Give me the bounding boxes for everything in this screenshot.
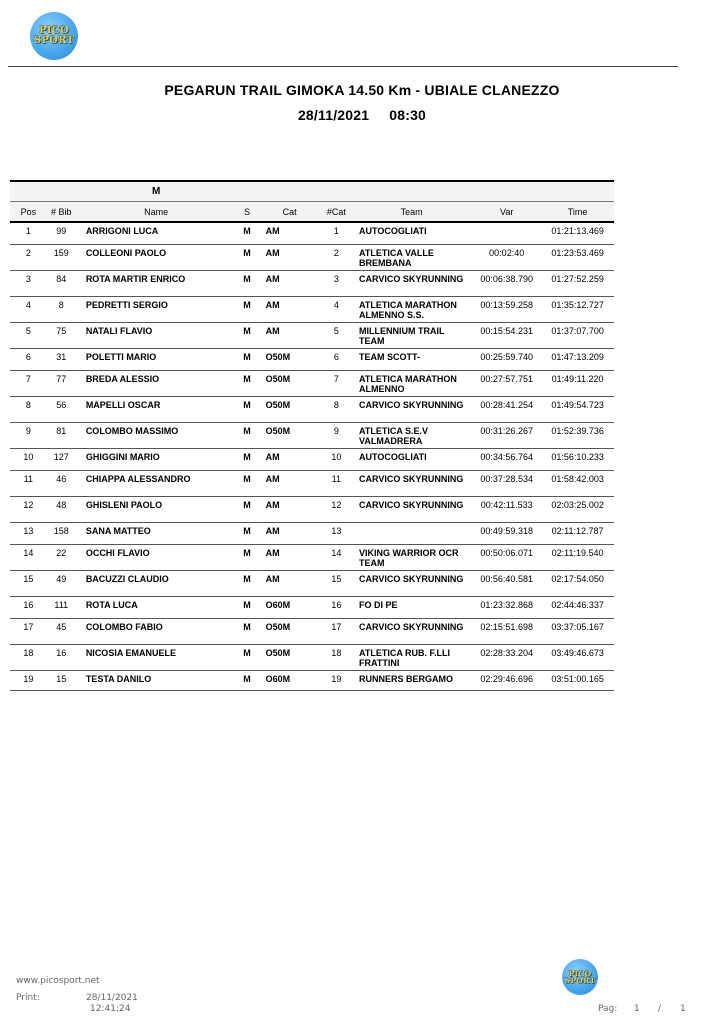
cell-var — [472, 222, 541, 244]
cell-team: ATLETICA MARATHON ALMENNO S.S. — [351, 296, 472, 322]
cell-time: 02:11:12.787 — [541, 522, 614, 544]
cell-name: GHISLENI PAOLO — [76, 496, 237, 522]
results-table — [10, 180, 614, 691]
cell-pos: 17 — [10, 618, 47, 644]
cell-ncat: 7 — [322, 370, 351, 396]
cell-bib: 31 — [47, 348, 76, 370]
cell-time: 01:52:39.736 — [541, 422, 614, 448]
cell-bib: 48 — [47, 496, 76, 522]
cell-cat: O50M — [258, 348, 322, 370]
cell-bib: 8 — [47, 296, 76, 322]
picosport-logo — [30, 12, 78, 60]
cell-ncat: 17 — [322, 618, 351, 644]
footer-print-label: Print: — [16, 993, 40, 1003]
footer-page-total: 1 — [680, 1004, 686, 1014]
cell-var: 00:37:28.534 — [472, 470, 541, 496]
cell-sex: M — [236, 322, 257, 348]
cell-cat: AM — [258, 570, 322, 596]
cell-team: ATLETICA MARATHON ALMENNO — [351, 370, 472, 396]
cell-team: CARVICO SKYRUNNING — [351, 570, 472, 596]
cell-var: 00:15:54.231 — [472, 322, 541, 348]
cell-cat: O60M — [258, 596, 322, 618]
cell-bib: 158 — [47, 522, 76, 544]
cell-team: ATLETICA RUB. F.LLI FRATTINI — [351, 644, 472, 670]
cell-bib: 99 — [47, 222, 76, 244]
cell-name: PEDRETTI SERGIO — [76, 296, 237, 322]
logo-text-line2: SPORT — [33, 35, 75, 46]
cell-ncat: 6 — [322, 348, 351, 370]
cell-pos: 10 — [10, 448, 47, 470]
cell-name: COLLEONI PAOLO — [76, 244, 237, 270]
cell-bib: 127 — [47, 448, 76, 470]
race-date: 28/11/2021 — [297, 107, 370, 123]
footer-page-separator: / — [658, 1004, 662, 1014]
cell-bib: 16 — [47, 644, 76, 670]
cell-var: 00:13:59.258 — [472, 296, 541, 322]
cell-bib: 111 — [47, 596, 76, 618]
race-time: 08:30 — [389, 107, 427, 123]
footer-page-number: 1 — [634, 1004, 640, 1014]
cell-var: 02:29:46.696 — [472, 670, 541, 690]
cell-bib: 159 — [47, 244, 76, 270]
table-row — [10, 596, 614, 618]
cell-name: BACUZZI CLAUDIO — [76, 570, 237, 596]
table-row — [10, 396, 614, 422]
cell-sex: M — [236, 370, 257, 396]
cell-time: 01:27:52.259 — [541, 270, 614, 296]
cell-ncat: 1 — [322, 222, 351, 244]
cell-ncat: 19 — [322, 670, 351, 690]
cell-cat: AM — [258, 470, 322, 496]
cell-ncat: 5 — [322, 322, 351, 348]
cell-pos: 1 — [10, 222, 47, 244]
cell-time: 01:23:53.469 — [541, 244, 614, 270]
table-row — [10, 270, 614, 296]
cell-pos: 9 — [10, 422, 47, 448]
cell-var: 00:34:56.764 — [472, 448, 541, 470]
cell-bib: 49 — [47, 570, 76, 596]
footer-print-date: 28/11/2021 — [86, 993, 138, 1003]
cell-cat: O50M — [258, 422, 322, 448]
cell-var: 00:56:40.581 — [472, 570, 541, 596]
results-body — [10, 222, 614, 690]
cell-cat: AM — [258, 322, 322, 348]
cell-var: 00:27:57.751 — [472, 370, 541, 396]
cell-sex: M — [236, 522, 257, 544]
cell-ncat: 11 — [322, 470, 351, 496]
cell-pos: 14 — [10, 544, 47, 570]
cell-sex: M — [236, 596, 257, 618]
cell-time: 02:11:19.540 — [541, 544, 614, 570]
col-pos-header: Pos — [10, 202, 47, 223]
cell-var: 02:28:33.204 — [472, 644, 541, 670]
col-ncat-header: #Cat — [322, 202, 351, 223]
cell-cat: O50M — [258, 644, 322, 670]
cell-pos: 18 — [10, 644, 47, 670]
cell-cat: AM — [258, 222, 322, 244]
cell-time: 02:44:46.337 — [541, 596, 614, 618]
table-row — [10, 522, 614, 544]
footer-print-time: 12:41:24 — [90, 1004, 131, 1014]
cell-time: 01:49:11.220 — [541, 370, 614, 396]
cell-cat: AM — [258, 448, 322, 470]
col-sex-header: S — [236, 202, 257, 223]
cell-var: 00:31:26.267 — [472, 422, 541, 448]
footer-page-label: Pag: — [598, 1004, 618, 1014]
cell-cat: O50M — [258, 618, 322, 644]
table-row — [10, 670, 614, 690]
cell-time: 01:47:13.209 — [541, 348, 614, 370]
cell-name: TESTA DANILO — [76, 670, 237, 690]
cell-time: 03:51:00.165 — [541, 670, 614, 690]
cell-ncat: 3 — [322, 270, 351, 296]
cell-sex: M — [236, 544, 257, 570]
cell-name: ROTA LUCA — [76, 596, 237, 618]
cell-time: 01:49:54.723 — [541, 396, 614, 422]
header-divider — [8, 66, 678, 67]
cell-name: NICOSIA EMANUELE — [76, 644, 237, 670]
cell-cat: AM — [258, 522, 322, 544]
cell-bib: 56 — [47, 396, 76, 422]
cell-team: ATLETICA S.E.V VALMADRERA — [351, 422, 472, 448]
cell-ncat: 14 — [322, 544, 351, 570]
cell-cat: O60M — [258, 670, 322, 690]
race-title: PEGARUN TRAIL GIMOKA 14.50 Km - UBIALE CLANEZZO — [164, 82, 560, 98]
cell-pos: 12 — [10, 496, 47, 522]
cell-cat: O50M — [258, 370, 322, 396]
cell-bib: 77 — [47, 370, 76, 396]
cell-ncat: 18 — [322, 644, 351, 670]
col-name-header: Name — [76, 202, 237, 223]
cell-sex: M — [236, 422, 257, 448]
cell-bib: 81 — [47, 422, 76, 448]
cell-pos: 4 — [10, 296, 47, 322]
cell-name: NATALI FLAVIO — [76, 322, 237, 348]
cell-cat: AM — [258, 496, 322, 522]
cell-var: 00:28:41.254 — [472, 396, 541, 422]
race-datetime — [0, 107, 724, 123]
cell-cat: AM — [258, 270, 322, 296]
table-row — [10, 422, 614, 448]
cell-pos: 8 — [10, 396, 47, 422]
cell-bib: 46 — [47, 470, 76, 496]
cell-var: 00:06:38.790 — [472, 270, 541, 296]
cell-sex: M — [236, 644, 257, 670]
logo-text-line1: PICO — [38, 25, 70, 36]
cell-time: 03:49:46.673 — [541, 644, 614, 670]
col-team-header: Team — [351, 202, 472, 223]
cell-var: 00:49:59.318 — [472, 522, 541, 544]
cell-var: 00:50:06.071 — [472, 544, 541, 570]
cell-team: FO DI PE — [351, 596, 472, 618]
table-row — [10, 322, 614, 348]
cell-time: 02:17:54.050 — [541, 570, 614, 596]
cell-team: CARVICO SKYRUNNING — [351, 470, 472, 496]
cell-ncat: 16 — [322, 596, 351, 618]
cell-name: OCCHI FLAVIO — [76, 544, 237, 570]
cell-time: 01:35:12.727 — [541, 296, 614, 322]
cell-team: CARVICO SKYRUNNING — [351, 396, 472, 422]
cell-team: ATLETICA VALLE BREMBANA — [351, 244, 472, 270]
table-row — [10, 370, 614, 396]
cell-pos: 16 — [10, 596, 47, 618]
cell-var: 00:25:59.740 — [472, 348, 541, 370]
cell-time: 01:21:13.469 — [541, 222, 614, 244]
cell-time: 02:03:25.002 — [541, 496, 614, 522]
cell-name: SANA MATTEO — [76, 522, 237, 544]
cell-sex: M — [236, 670, 257, 690]
cell-name: BREDA ALESSIO — [76, 370, 237, 396]
cell-time: 01:37:07.700 — [541, 322, 614, 348]
cell-name: CHIAPPA ALESSANDRO — [76, 470, 237, 496]
col-bib-header: # Bib — [47, 202, 76, 223]
cell-cat: O50M — [258, 396, 322, 422]
table-row — [10, 448, 614, 470]
cell-bib: 75 — [47, 322, 76, 348]
logo-text-line2: SPORT — [564, 976, 596, 985]
cell-name: POLETTI MARIO — [76, 348, 237, 370]
cell-var: 01:23:32.868 — [472, 596, 541, 618]
cell-pos: 15 — [10, 570, 47, 596]
column-header-row — [10, 202, 614, 223]
cell-team: AUTOCOGLIATI — [351, 222, 472, 244]
table-row — [10, 496, 614, 522]
cell-sex: M — [236, 618, 257, 644]
table-row — [10, 296, 614, 322]
cell-var: 00:42:11.533 — [472, 496, 541, 522]
cell-time: 01:56:10.233 — [541, 448, 614, 470]
table-row — [10, 470, 614, 496]
cell-team: VIKING WARRIOR OCR TEAM — [351, 544, 472, 570]
cell-sex: M — [236, 348, 257, 370]
table-row — [10, 348, 614, 370]
cell-cat: AM — [258, 244, 322, 270]
cell-pos: 7 — [10, 370, 47, 396]
cell-ncat: 15 — [322, 570, 351, 596]
cell-pos: 5 — [10, 322, 47, 348]
cell-sex: M — [236, 244, 257, 270]
logo-text-line1: PICO — [568, 968, 592, 978]
cell-cat: AM — [258, 296, 322, 322]
cell-name: GHIGGINI MARIO — [76, 448, 237, 470]
cell-bib: 45 — [47, 618, 76, 644]
cell-bib: 84 — [47, 270, 76, 296]
picosport-logo-small — [562, 959, 598, 995]
cell-sex: M — [236, 470, 257, 496]
table-row — [10, 644, 614, 670]
cell-sex: M — [236, 296, 257, 322]
cell-ncat: 8 — [322, 396, 351, 422]
footer-website: www.picosport.net — [16, 976, 100, 986]
table-row — [10, 570, 614, 596]
cell-pos: 2 — [10, 244, 47, 270]
table-row — [10, 222, 614, 244]
cell-pos: 6 — [10, 348, 47, 370]
cell-ncat: 9 — [322, 422, 351, 448]
cell-pos: 3 — [10, 270, 47, 296]
cell-team: CARVICO SKYRUNNING — [351, 618, 472, 644]
cell-sex: M — [236, 448, 257, 470]
cell-team: RUNNERS BERGAMO — [351, 670, 472, 690]
table-row — [10, 618, 614, 644]
col-cat-header: Cat — [258, 202, 322, 223]
cell-team: AUTOCOGLIATI — [351, 448, 472, 470]
cell-ncat: 13 — [322, 522, 351, 544]
cell-sex: M — [236, 270, 257, 296]
cell-name: ARRIGONI LUCA — [76, 222, 237, 244]
cell-cat: AM — [258, 544, 322, 570]
cell-team — [351, 522, 472, 544]
cell-pos: 11 — [10, 470, 47, 496]
cell-team: TEAM SCOTT- — [351, 348, 472, 370]
cell-time: 03:37:05.167 — [541, 618, 614, 644]
cell-sex: M — [236, 570, 257, 596]
cell-ncat: 10 — [322, 448, 351, 470]
cell-ncat: 4 — [322, 296, 351, 322]
cell-sex: M — [236, 496, 257, 522]
cell-name: COLOMBO FABIO — [76, 618, 237, 644]
gender-group-label: M — [76, 181, 237, 202]
cell-team: CARVICO SKYRUNNING — [351, 270, 472, 296]
cell-pos: 19 — [10, 670, 47, 690]
cell-sex: M — [236, 222, 257, 244]
col-time-header: Time — [541, 202, 614, 223]
col-var-header: Var — [472, 202, 541, 223]
cell-pos: 13 — [10, 522, 47, 544]
cell-name: COLOMBO MASSIMO — [76, 422, 237, 448]
cell-name: ROTA MARTIR ENRICO — [76, 270, 237, 296]
cell-name: MAPELLI OSCAR — [76, 396, 237, 422]
cell-sex: M — [236, 396, 257, 422]
cell-bib: 15 — [47, 670, 76, 690]
cell-time: 01:58:42.003 — [541, 470, 614, 496]
cell-bib: 22 — [47, 544, 76, 570]
cell-var: 02:15:51.698 — [472, 618, 541, 644]
cell-ncat: 12 — [322, 496, 351, 522]
cell-team: CARVICO SKYRUNNING — [351, 496, 472, 522]
cell-ncat: 2 — [322, 244, 351, 270]
group-header-row — [10, 181, 614, 202]
table-row — [10, 544, 614, 570]
cell-var: 00:02:40 — [472, 244, 541, 270]
table-row — [10, 244, 614, 270]
cell-team: MILLENNIUM TRAIL TEAM — [351, 322, 472, 348]
